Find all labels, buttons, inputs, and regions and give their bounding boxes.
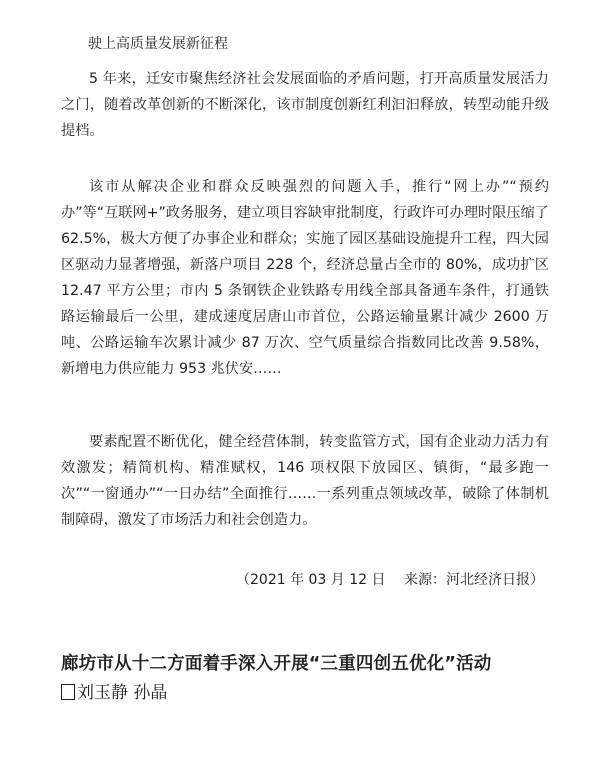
box-icon (61, 684, 75, 700)
next-article-byline-row (61, 681, 167, 705)
article-paragraph: 5 年来，迁安市聚焦经济社会发展面临的矛盾问题，打开高质量发展活力之门，随着改革创新的不断深化，该市制度创新红利汩汩释放，转型动能升级提档。 (61, 71, 549, 139)
article-paragraph: 该市从解决企业和群众反映强烈的问题入手，推行“网上办”“预约办”等“互联网+”政务服务，建立项目容缺审批制度，行政许可办理时限压缩了62.5%，极大方便了办事企业和群众；实施了园区基础设施提升工程，四大园区驱动力显著增强，新落户项目 228 个，经济总量占全市的 80%，成功扩区 12.47 平方公里；市内 5 条钢铁企业铁路专用线全部具备通车条件，打通铁路运输最后一公里，建成速度居唐山市首位，公路运输量累计减少 2600 万吨、公路运输车次累计减少 87 万次、空气质量综合指数同比改善 9.58%，新增电力供应能力 953 兆伏安…… (61, 179, 549, 377)
next-article-headline: 廊坊市从十二方面着手深入开展“三重四创五优化”活动 (61, 654, 492, 674)
article-subheading: 驶上高质量发展新征程 (88, 36, 228, 52)
next-article-byline: 刘玉静 孙晶 (77, 683, 168, 703)
article-paragraph: 要素配置不断优化，健全经营体制，转变监管方式，国有企业动力活力有效激发；精简机构、精准赋权，146 项权限下放园区、镇街，“最多跑一次”“一窗通办”“一日办结”全面推行……一系列重点领域改革，破除了体制机制障碍，激发了市场活力和社会创造力。 (61, 434, 549, 528)
article-dateline: （2021 年 03 月 12 日 来源：河北经济日报） (236, 572, 544, 588)
